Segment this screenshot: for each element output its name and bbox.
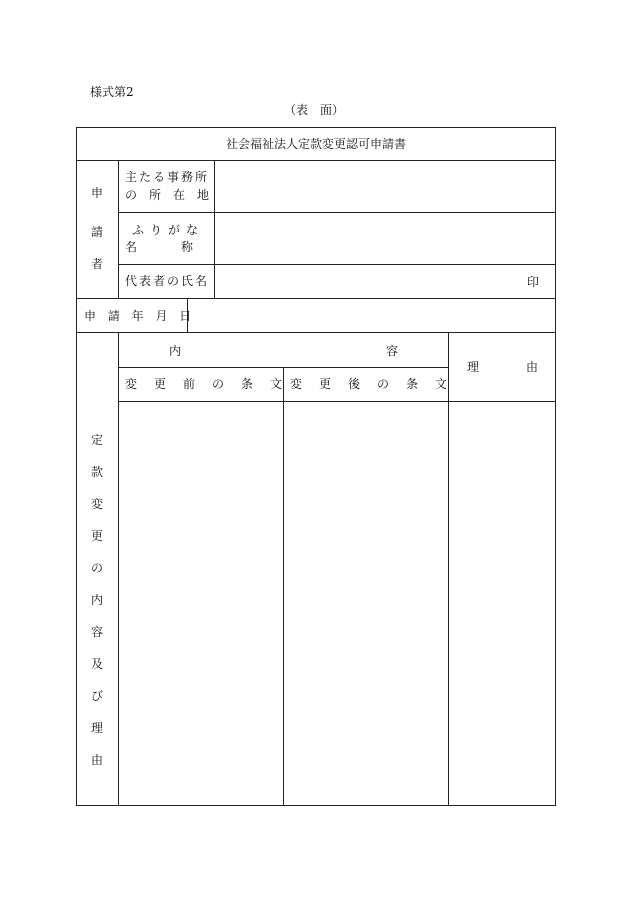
office-address-label-line2: の 所 在 地: [125, 188, 210, 202]
office-address-label-line1: 主たる事務所: [125, 170, 210, 184]
name-furigana-label: ふりがな: [132, 223, 205, 237]
amendment-side-label: [89, 434, 105, 766]
reason-header-char2: 由: [526, 360, 539, 374]
name-field[interactable]: [216, 214, 554, 263]
form-title: 社会福祉法人定款変更認可申請書: [225, 137, 406, 151]
before-header: 変更前の条文: [125, 377, 300, 391]
amendment-label-char: 理: [90, 721, 103, 735]
amendment-label-char: 由: [90, 753, 103, 767]
name-label: 名 称: [125, 240, 196, 254]
amendment-label-char: 容: [90, 625, 103, 639]
side-label: （表 面）: [284, 103, 345, 117]
office-address-field[interactable]: [216, 162, 554, 211]
reason-header-char1: 理: [467, 360, 480, 374]
amendment-label-char: び: [90, 689, 103, 703]
application-date-label: 申 請 年 月 日: [84, 309, 196, 323]
content-header-char1: 内: [169, 344, 182, 358]
application-date-field[interactable]: [189, 300, 554, 331]
form-number: 様式第2: [90, 85, 134, 99]
representative-label: 代表者の氏名: [125, 274, 210, 288]
amendment-label-char: 款: [90, 465, 103, 479]
applicant-label-char: 申: [90, 186, 103, 200]
applicant-label: [89, 187, 105, 270]
seal-mark: 印: [527, 275, 540, 289]
before-text-area[interactable]: [120, 403, 282, 804]
representative-field[interactable]: [216, 266, 516, 297]
reason-text-area[interactable]: [450, 403, 554, 804]
amendment-label-char: 内: [90, 593, 103, 607]
amendment-label-char: 変: [90, 497, 103, 511]
after-text-area[interactable]: [285, 403, 447, 804]
after-header: 変更後の条文: [290, 377, 465, 391]
content-header-char2: 容: [386, 344, 399, 358]
amendment-label-char: の: [90, 561, 103, 575]
applicant-label-char: 請: [90, 225, 103, 239]
applicant-label-char: 者: [90, 257, 103, 271]
amendment-label-char: 及: [90, 657, 103, 671]
amendment-label-char: 更: [90, 529, 103, 543]
amendment-label-char: 定: [90, 433, 103, 447]
